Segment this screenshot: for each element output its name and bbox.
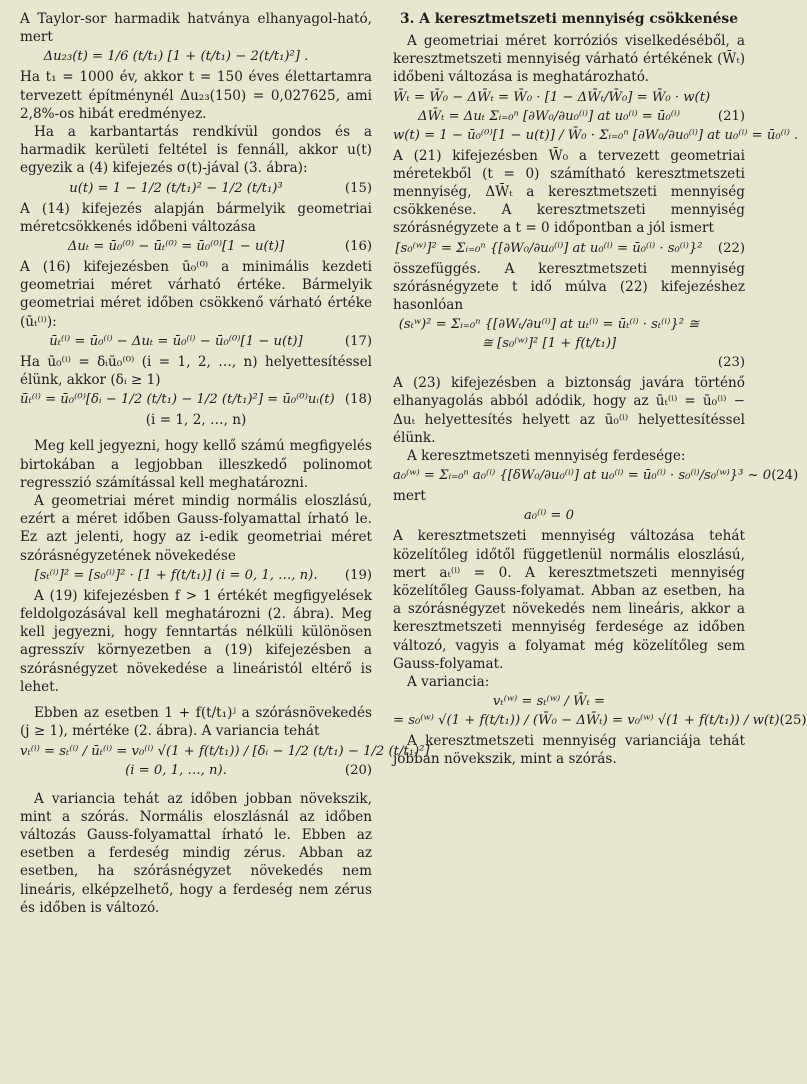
equation (393, 508, 745, 523)
paragraph: Ha a karbantartás rendkívül gondos és a harmadik kerületi feltétel is fennáll, akkor u(t) egyezik a (4) kifejezés σ(t)-jával (3. ábra): (20, 124, 372, 177)
paragraph: (i = 1, 2, …, n) (145, 412, 247, 429)
equation-number: (24) (771, 468, 799, 484)
equation-number: (25) (779, 713, 807, 729)
equation (393, 109, 745, 124)
equation-body: a₀⁽ʷ⁾ = Σᵢ₌₀ⁿ a₀⁽ⁱ⁾ {[δW₀/∂u₀⁽ⁱ⁾] at u₀⁽ⁱ⁾ = ū₀⁽ⁱ⁾ · s₀⁽ⁱ⁾/s₀⁽ʷ⁾}³ ~ 0 (393, 468, 772, 484)
equation-body: Δu₂₃(t) = 1/6 (t/t₁) [1 + (t/t₁) − 2(t/t₁)²] . (43, 49, 309, 65)
equation (20, 334, 372, 349)
paragraph: A geometriai méret mindig normális eloszlású, ezért a méret időben Gauss-folyamattal írható le. Ez azt jelenti, hogy az i-edik geometriai méret szórásnégyzetének növekedése (20, 493, 372, 564)
equation-number: (16) (344, 239, 372, 255)
equation (393, 317, 745, 332)
equation-body: ūₜ⁽ⁱ⁾ = ū₀⁽⁰⁾[δᵢ − 1/2 (t/t₁) − 1/2 (t/t₁)²] = ū₀⁽⁰⁾uᵢ(t) (20, 392, 335, 408)
equation-body: [sₜ⁽ⁱ⁾]² = [s₀⁽ⁱ⁾]² · [1 + f(t/t₁)] (i = 0, 1, …, n). (34, 567, 318, 583)
equation (393, 355, 745, 370)
equation (20, 181, 372, 196)
equation-body: vₜ⁽ʷ⁾ = sₜ⁽ʷ⁾ / W̄ₜ = (492, 694, 606, 710)
paragraph: A keresztmetszeti mennyiség ferdesége: (407, 448, 686, 465)
paragraph: Ha t₁ = 1000 év, akkor t = 150 éves élettartamra tervezett építménynél Δu₂₃(150) = 0,027625, ami 2,8%-os hibát eredményez. (20, 69, 372, 122)
equation-body: ≅ [s₀⁽ʷ⁾]² [1 + f(t/t₁)] (481, 336, 617, 352)
equation (20, 239, 372, 254)
paragraph: A variancia: (407, 674, 490, 691)
spacer (20, 782, 372, 790)
equation-body: ūₜ⁽ⁱ⁾ = ū₀⁽ⁱ⁾ − Δuₜ = ū₀⁽ⁱ⁾ − ū₀⁽⁰⁾[1 − u(t)] (49, 333, 303, 349)
left-column (20, 10, 430, 917)
equation-number: (20) (344, 762, 372, 778)
paragraph: A keresztmetszeti mennyiség változása tehát közelítőleg időtől függetlenül normális eloszlású, mert aₜ⁽ⁱ⁾ = 0. A keresztmetszeti mennyiség közelítőleg Gauss-folyamat. Abban az esetben, ha a szórásnégyzet növekedés nem lineáris, akkor a keresztmetszeti mennyiség ferdesége az időben változó, vagyis a folyamat még közelítőleg sem Gauss-folyamat. (393, 528, 745, 672)
equation-number: (23) (717, 355, 745, 371)
equation-number: (15) (344, 180, 372, 196)
equation-body: (i = 0, 1, …, n). (125, 762, 227, 778)
equation-number: (17) (344, 333, 372, 349)
equation-number: (19) (344, 567, 372, 583)
equation (393, 90, 745, 105)
paragraph: A keresztmetszeti mennyiség varianciája tehát jobban növekszik, mint a szórás. (393, 733, 745, 768)
paragraph: A (16) kifejezésben ū₀⁽⁰⁾ a minimális kezdeti geometriai méret várható értéke. Bármelyik geometriai méret időben csökkenő várható értéke (ūₜ⁽ⁱ⁾): (20, 259, 372, 330)
equation-body: = s₀⁽ʷ⁾ √(1 + f(t/t₁)) / (W̄₀ − ΔW̄ₜ) = v₀⁽ʷ⁾ √(1 + f(t/t₁)) / w(t) (393, 713, 780, 729)
paragraph: A (23) kifejezésben a biztonság javára történő elhanyagolás abból adódik, hogy az ūₜ⁽ⁱ⁾ = ū₀⁽ⁱ⁾ − Δuₜ helyettesítés helyett az ū₀⁽ⁱ⁾ helyettesítéssel élünk. (393, 375, 745, 446)
equation (393, 241, 745, 256)
paragraph: mert (393, 488, 426, 505)
equation-number: (21) (717, 108, 745, 124)
paragraph: összefüggés. A keresztmetszeti mennyiség szórásnégyzete t idő múlva (22) kifejezéshez hasonlóan (393, 260, 745, 314)
equation-body: Δuₜ = ū₀⁽⁰⁾ − ūₜ⁽⁰⁾ = ū₀⁽⁰⁾[1 − u(t)] (67, 239, 285, 255)
equation-body: W̄ₜ = W̄₀ − ΔW̄ₜ = W̄₀ · [1 − ΔW̄ₜ/W̄₀] = W̄₀ · w(t) (393, 89, 711, 105)
equation (20, 568, 372, 583)
equation-body: [s₀⁽ʷ⁾]² = Σᵢ₌₀ⁿ {[∂W₀/∂u₀⁽ⁱ⁾] at u₀⁽ⁱ⁾ = ū₀⁽ⁱ⁾ · s₀⁽ⁱ⁾}² (395, 240, 703, 256)
paragraph: A Taylor-sor harmadik hatványa elhanyagol-ható, mert (20, 11, 372, 46)
spacer (20, 429, 372, 437)
right-column (393, 10, 807, 769)
equation-number: (18) (344, 392, 372, 408)
paragraph: A variancia tehát az időben jobban növekszik, mint a szórás. Normális eloszlásnál az időben változás Gauss-folyamattal írható le. Ebben az esetben a ferdeség mindig zérus. Abban az esetben, ha szórásnégyzet növekedés nem lineáris, elképzelhető, hogy a ferdeség nem zérus és időben is változó. (20, 790, 372, 916)
equation-body: ΔW̄ₜ = Δuₜ Σᵢ₌₀ⁿ [∂W₀/∂u₀⁽ⁱ⁾] at u₀⁽ⁱ⁾ = ū₀⁽ⁱ⁾ (418, 108, 680, 124)
equation-body: a₀⁽ⁱ⁾ = 0 (523, 508, 575, 524)
paragraph: A (14) kifejezés alapján bármelyik geometriai méretcsökkenés időbeni változása (20, 200, 372, 235)
paragraph: Ebben az esetben 1 + f(t/t₁)ʲ a szórásnövekedés (j ≥ 1), mértéke (2. ábra). A variancia tehát (20, 705, 372, 740)
equation (393, 468, 799, 484)
equation-body: vₜ⁽ⁱ⁾ = sₜ⁽ⁱ⁾ / ūₜ⁽ⁱ⁾ = v₀⁽ⁱ⁾ √(1 + f(t/t₁)) / [δᵢ − 1/2 (t/t₁) − 1/2 (t/t₁)²] (20, 743, 430, 759)
section-heading: 3. A keresztmetszeti mennyiség csökkenése (400, 11, 738, 27)
paragraph: A (21) kifejezésben W̄₀ a tervezett geometriai méretekből (t = 0) számítható keresztmetszeti mennyiség, ΔW̄ₜ a keresztmetszeti mennyiség csökkenése. A keresztmetszeti mennyiség szórásnégyzete a t = 0 időpontban a jól ismert (393, 147, 745, 237)
equation-body: w(t) = 1 − ū₀⁽⁰⁾[1 − u(t)] / W̄₀ · Σᵢ₌₀ⁿ [∂W₀/∂u₀⁽ⁱ⁾] at u₀⁽ⁱ⁾ = ū₀⁽ⁱ⁾ . (393, 127, 799, 143)
equation-body: u(t) = 1 − 1/2 (t/t₁)² − 1/2 (t/t₁)³ (69, 180, 283, 196)
spacer (20, 696, 372, 704)
equation (393, 713, 807, 729)
equation (393, 336, 745, 351)
equation (20, 392, 372, 407)
paragraph: Meg kell jegyezni, hogy kellő számú megfigyelés birtokában a legjobban illeszkedő polinomot regresszió számítással kell meghatározni. (20, 438, 372, 491)
equation (20, 763, 372, 778)
equation-number: (22) (717, 240, 745, 256)
equation-body: (sₜʷ)² = Σᵢ₌₀ⁿ {[∂Wₜ/∂u⁽ⁱ⁾] at uₜ⁽ⁱ⁾ = ūₜ⁽ⁱ⁾ · sₜ⁽ⁱ⁾}² ≅ (398, 317, 700, 333)
equation (20, 743, 430, 759)
paragraph: A geometriai méret korróziós viselkedéséből, a keresztmetszeti mennyiség várható értékének (W̄ₜ) időbeni változása is meghatározható. (393, 33, 745, 86)
equation (393, 694, 745, 709)
equation (393, 127, 799, 143)
paragraph: A (19) kifejezésben f > 1 értékét megfigyelések feldolgozásával kell meghatározni (2. ábra). Meg kell jegyezni, hogy fenntartás nélküli különösen agresszív környezetben a (19) kifejezésben a szórásnégyzet növekedése a lineáristól eltérő is lehet. (20, 587, 372, 695)
equation (20, 49, 372, 64)
paragraph: Ha ū₀⁽ⁱ⁾ = δᵢū₀⁽⁰⁾ (i = 1, 2, …, n) helyettesítéssel élünk, akkor (δᵢ ≥ 1) (20, 353, 372, 389)
